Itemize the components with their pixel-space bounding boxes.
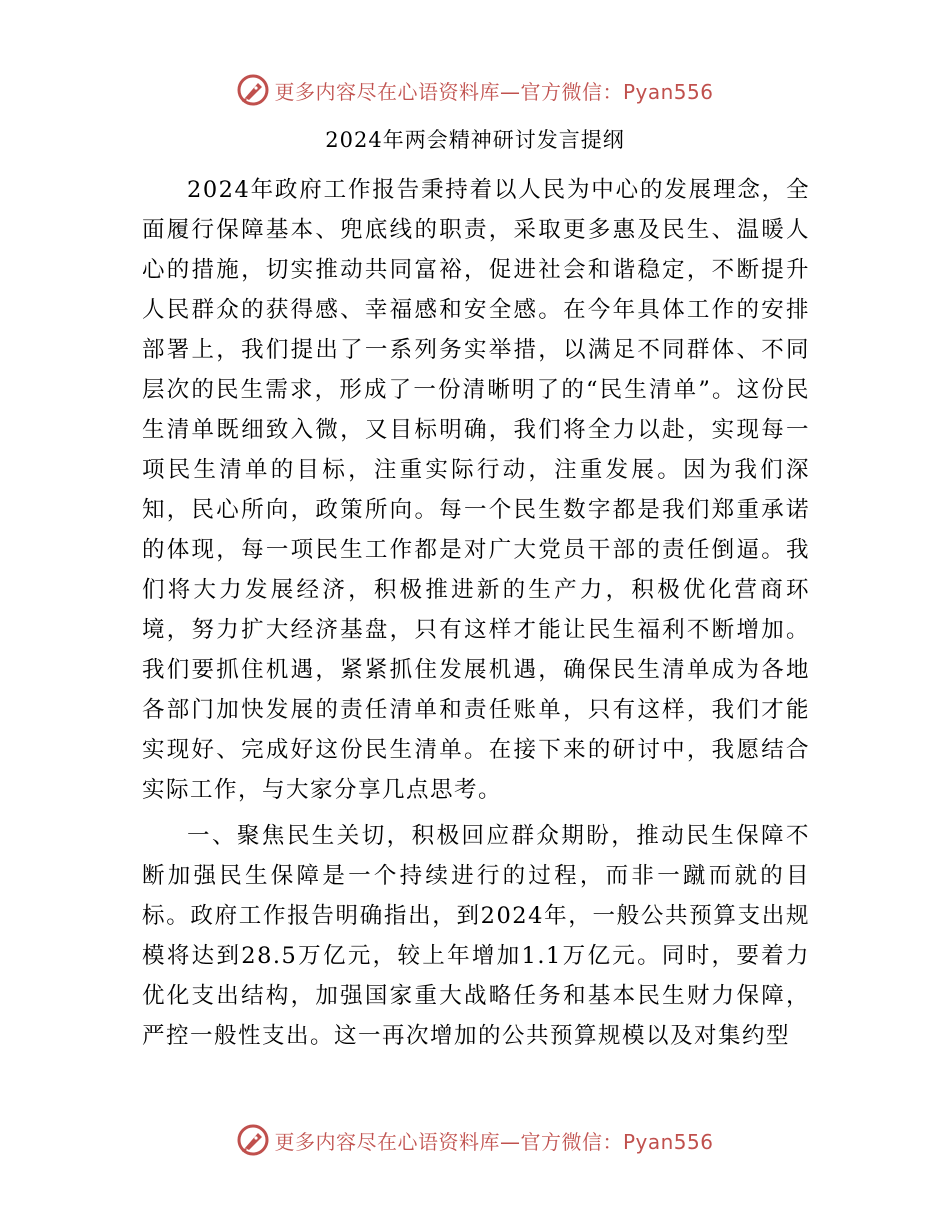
watermark-banner-bottom [0,1120,950,1160]
watermark-text-top: 更多内容尽在心语资料库—官方微信：Pyan556 [274,79,714,104]
pen-nib-logo-icon [236,73,270,107]
watermark-banner-top [0,70,950,110]
paragraph-intro: 2024年政府工作报告秉持着以人民为中心的发展理念，全面履行保障基本、兜底线的职责，采取更多惠及民生、温暖人心的措施，切实推动共同富裕，促进社会和谐稳定，不断提升人民群众的获得感、幸福感和安全感。在今年具体工作的安排部署上，我们提出了一系列务实举措，以满足不同群体、不同层次的民生需求，形成了一份清晰明了的“民生清单”。这份民生清单既细致入微，又目标明确，我们将全力以赴，实现每一项民生清单的目标，注重实际行动，注重发展。因为我们深知，民心所向，政策所向。每一个民生数字都是我们郑重承诺的体现，每一项民生工作都是对广大党员干部的责任倒逼。我们将大力发展经济，积极推进新的生产力，积极优化营商环境，努力扩大经济基盘，只有这样才能让民生福利不断增加。我们要抓住机遇，紧紧抓住发展机遇，确保民生清单成为各地各部门加快发展的责任清单和责任账单，只有这样，我们才能实现好、完成好这份民生清单。在接下来的研讨中，我愿结合实际工作，与大家分享几点思考。 [142,177,810,803]
pen-nib-logo-icon [236,1123,270,1157]
watermark-text-bottom: 更多内容尽在心语资料库—官方微信：Pyan556 [274,1129,714,1154]
document-body [142,170,810,1056]
document-title: 2024年两会精神研讨发言提纲 [325,128,625,152]
paragraph-section-one: 一、聚焦民生关切，积极回应群众期盼，推动民生保障不断加强民生保障是一个持续进行的过程，而非一蹴而就的目标。政府工作报告明确指出，到2024年，一般公共预算支出规模将达到28.5万亿元，较上年增加1.1万亿元。同时，要着力优化支出结构，加强国家重大战略任务和基本民生财力保障，严控一般性支出。这一再次增加的公共预算规模以及对集约型 [142,823,810,1049]
